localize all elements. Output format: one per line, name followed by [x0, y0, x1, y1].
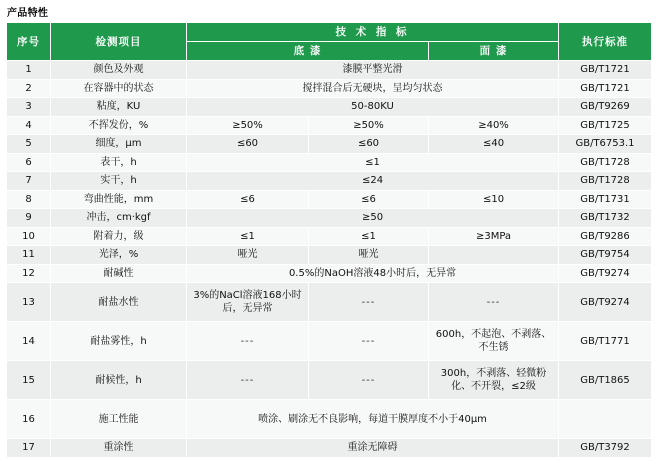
cell-primer: ≤60	[309, 135, 429, 154]
cell-index: 17	[7, 439, 51, 458]
table-row	[7, 246, 652, 265]
cell-standard: GB/T9286	[559, 227, 652, 246]
cell-standard: GB/T9274	[559, 283, 652, 322]
cell-spec-all: 0.5%的NaOH溶液48小时后，无异常	[187, 264, 559, 283]
cell-standard: GB/T1865	[559, 361, 652, 400]
cell-standard: GB/T1721	[559, 61, 652, 80]
cell-standard: GB/T9274	[559, 264, 652, 283]
cell-item: 颜色及外观	[51, 61, 187, 80]
cell-standard: GB/T1728	[559, 172, 652, 191]
table-row	[7, 153, 652, 172]
cell-index: 5	[7, 135, 51, 154]
cell-standard: GB/T1728	[559, 153, 652, 172]
cell-spec-all: 50-80KU	[187, 98, 559, 117]
cell-spec-mid: 3%的NaCl溶液168小时后，无异常	[187, 283, 309, 322]
cell-item: 在容器中的状态	[51, 79, 187, 98]
cell-index: 15	[7, 361, 51, 400]
cell-primer: ≤6	[309, 190, 429, 209]
table-row	[7, 172, 652, 191]
cell-item: 耐盐水性	[51, 283, 187, 322]
cell-index: 14	[7, 322, 51, 361]
cell-standard: GB/T6753.1	[559, 135, 652, 154]
cell-index: 4	[7, 116, 51, 135]
cell-primer: ≤1	[309, 227, 429, 246]
table-row	[7, 61, 652, 80]
cell-topcoat: ≤40	[429, 135, 559, 154]
cell-item: 表干，h	[51, 153, 187, 172]
cell-spec-mid: ≥50%	[187, 116, 309, 135]
column-header-standard: 执行标准	[559, 23, 652, 61]
cell-index: 16	[7, 400, 51, 439]
cell-standard: GB/T9269	[559, 98, 652, 117]
cell-index: 8	[7, 190, 51, 209]
cell-index: 10	[7, 227, 51, 246]
cell-spec-mid: ---	[187, 322, 309, 361]
cell-spec-mid: ≤6	[187, 190, 309, 209]
cell-primer: ---	[309, 361, 429, 400]
column-header-index: 序号	[7, 23, 51, 61]
cell-spec-mid: ---	[187, 361, 309, 400]
table-row	[7, 227, 652, 246]
cell-spec-mid: ≤60	[187, 135, 309, 154]
cell-spec-all: 搅拌混合后无硬块，呈均匀状态	[187, 79, 559, 98]
cell-index: 2	[7, 79, 51, 98]
cell-spec-all: ≤1	[187, 153, 559, 172]
cell-item: 重涂性	[51, 439, 187, 458]
table-row	[7, 79, 652, 98]
table-row	[7, 209, 652, 228]
cell-standard: GB/T1771	[559, 322, 652, 361]
cell-spec-all: ≥50	[187, 209, 559, 228]
cell-index: 12	[7, 264, 51, 283]
cell-topcoat: ≤10	[429, 190, 559, 209]
table-row	[7, 264, 652, 283]
cell-standard: GB/T1721	[559, 79, 652, 98]
cell-index: 7	[7, 172, 51, 191]
cell-spec-all: 重涂无障碍	[187, 439, 559, 458]
cell-standard	[559, 400, 652, 439]
cell-index: 11	[7, 246, 51, 265]
cell-primer: ≥50%	[309, 116, 429, 135]
cell-index: 3	[7, 98, 51, 117]
column-header-primer: 底 漆	[187, 42, 429, 61]
table-row	[7, 190, 652, 209]
cell-standard: GB/T9754	[559, 246, 652, 265]
cell-spec-all: ≤24	[187, 172, 559, 191]
cell-spec-all: 喷涂、刷涂无不良影响，每道干膜厚度不小于40μm	[187, 400, 559, 439]
table-row	[7, 361, 652, 400]
cell-topcoat: ≥40%	[429, 116, 559, 135]
cell-item: 耐碱性	[51, 264, 187, 283]
cell-item: 冲击，cm·kgf	[51, 209, 187, 228]
cell-spec-mid: 哑光	[187, 246, 309, 265]
cell-item: 光泽，%	[51, 246, 187, 265]
cell-topcoat: ---	[429, 283, 559, 322]
cell-standard: GB/T1732	[559, 209, 652, 228]
table-row	[7, 283, 652, 322]
table-row	[7, 116, 652, 135]
cell-item: 耐盐雾性，h	[51, 322, 187, 361]
cell-topcoat: ≥3MPa	[429, 227, 559, 246]
cell-standard: GB/T1731	[559, 190, 652, 209]
cell-item: 实干，h	[51, 172, 187, 191]
cell-topcoat: 300h，不剥落、轻微粉化、不开裂，≤2级	[429, 361, 559, 400]
cell-topcoat: 600h，不起泡、不剥落、不生锈	[429, 322, 559, 361]
cell-index: 9	[7, 209, 51, 228]
table-body	[7, 61, 652, 458]
cell-index: 13	[7, 283, 51, 322]
column-header-tech-group: 技 术 指 标	[187, 23, 559, 42]
product-spec-table	[6, 22, 652, 458]
cell-item: 粘度，KU	[51, 98, 187, 117]
column-header-topcoat: 面 漆	[429, 42, 559, 61]
cell-item: 不挥发份，%	[51, 116, 187, 135]
cell-item: 弯曲性能，mm	[51, 190, 187, 209]
cell-standard: GB/T3792	[559, 439, 652, 458]
cell-primer: 哑光	[309, 246, 429, 265]
table-header	[7, 23, 652, 61]
cell-item: 施工性能	[51, 400, 187, 439]
cell-index: 1	[7, 61, 51, 80]
cell-item: 附着力，级	[51, 227, 187, 246]
cell-primer: ---	[309, 322, 429, 361]
cell-index: 6	[7, 153, 51, 172]
table-row	[7, 135, 652, 154]
table-row	[7, 322, 652, 361]
table-row	[7, 98, 652, 117]
table-header-row-group	[7, 23, 652, 42]
cell-primer: ---	[309, 283, 429, 322]
column-header-item: 检测项目	[51, 23, 187, 61]
cell-spec-mid: ≤1	[187, 227, 309, 246]
table-row	[7, 439, 652, 458]
cell-item: 耐候性，h	[51, 361, 187, 400]
cell-spec-all: 漆膜平整光滑	[187, 61, 559, 80]
table-row	[7, 400, 652, 439]
cell-topcoat	[429, 246, 559, 265]
cell-standard: GB/T1725	[559, 116, 652, 135]
page-title: 产品特性	[7, 8, 49, 19]
cell-item: 细度，μm	[51, 135, 187, 154]
